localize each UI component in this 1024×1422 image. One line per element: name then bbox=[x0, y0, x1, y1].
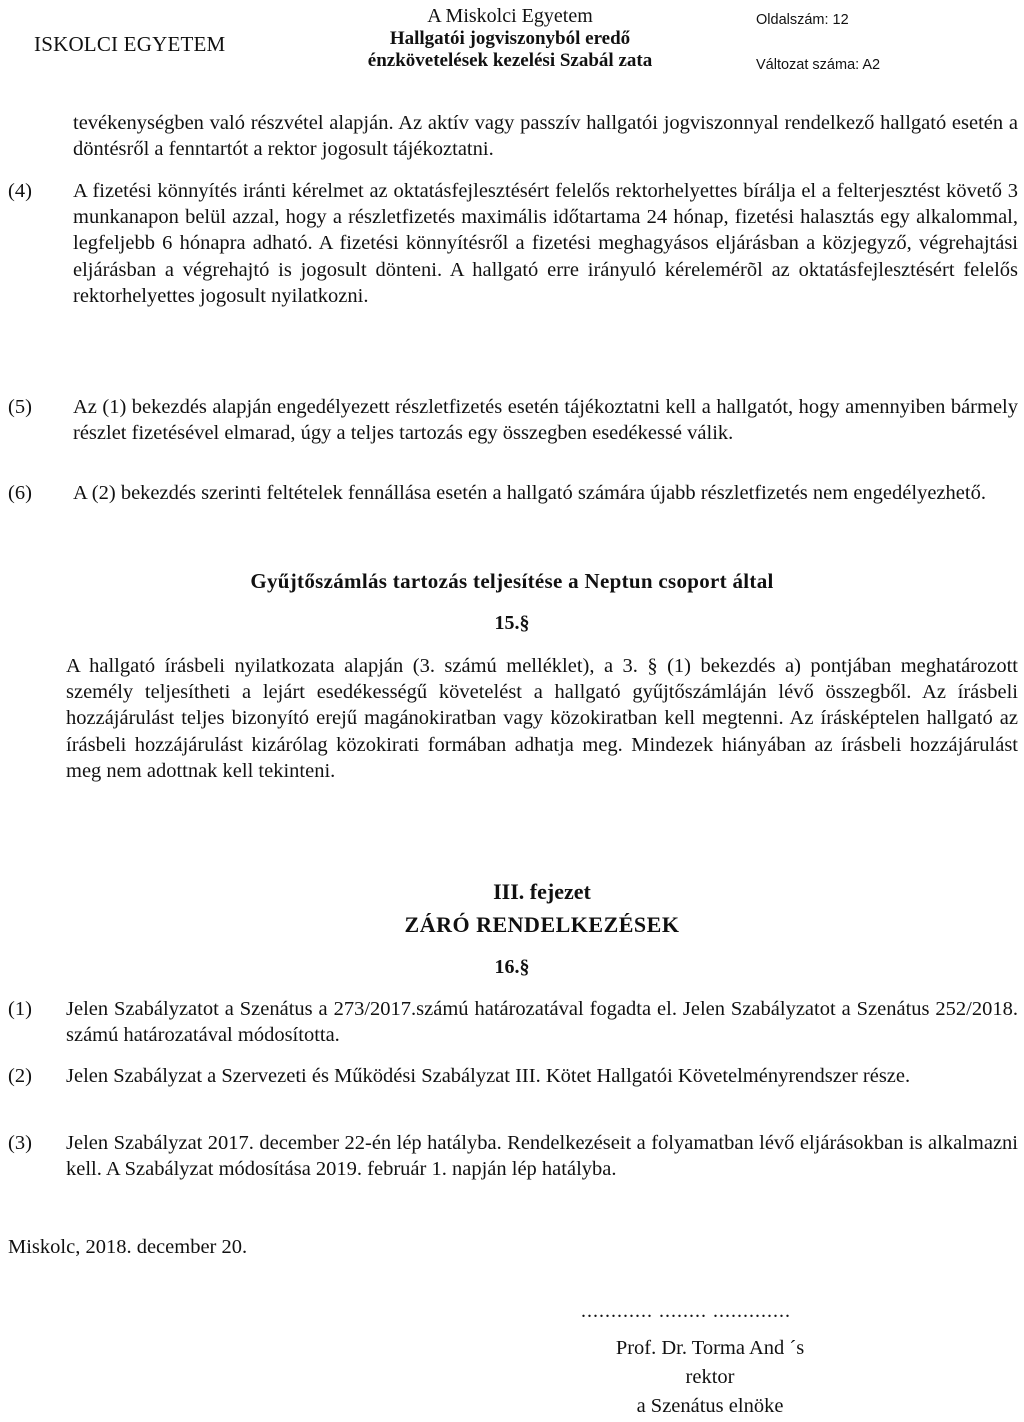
header-title-line2: Hallgatói jogviszonyból eredő bbox=[389, 27, 631, 49]
section-number: 16.§ bbox=[494, 956, 530, 978]
paragraph-text: A (2) bekezdés szerinti feltételek fennállása esetén a hallgató számára újabb részletfizetés nem engedélyezhető. bbox=[73, 482, 986, 504]
section-title: Gyűjtőszámlás tartozás teljesítése a Neptun csoport által bbox=[250, 569, 774, 593]
paragraph-number: (4) bbox=[8, 180, 32, 202]
chapter-number: III. fejezet bbox=[493, 879, 591, 904]
header-title-line1: A Miskolci Egyetem bbox=[427, 5, 593, 27]
signatory-role: rektor bbox=[685, 1366, 735, 1388]
paragraph-text: Jelen Szabályzat 2017. december 22-én lép hatályba. Rendelkezéseit a folyamatban lévő eljárásokban is alkalmazni kell. A Szabályzat módosítása 2019. február 1. napján lép hatályba. bbox=[66, 1132, 1018, 1181]
signature-block bbox=[590, 1334, 830, 1421]
paragraph-text: Jelen Szabályzatot a Szenátus a 273/2017.számú határozatával fogadta el. Jelen Szabályzatot a Szenátus 252/2018. számú határozatával módosította. bbox=[66, 998, 1018, 1047]
paragraph-number: (1) bbox=[8, 998, 32, 1020]
paragraph-number: (2) bbox=[8, 1065, 32, 1087]
paragraph-number: (6) bbox=[8, 482, 32, 504]
section-paragraph: A hallgató írásbeli nyilatkozata alapján (3. számú melléklet), a 3. § (1) bekezdés a) pontjában meghatározott személy teljesítheti a lejárt esedékességű követelést a hallgató gyűjtőszámláján lévő összegből. Az írásbeli hozzájárulást teljes bizonyító erejű magánokiratban vagy közokiratban kell megtenni. Az írásképtelen hallgató az írásbeli hozzájárulást kizárólag közokirati formában adhatja meg. Mindezek hiányában az írásbeli hozzájárulást meg nem adottnak kell tekinteni. bbox=[66, 655, 1018, 782]
paragraph-text: Jelen Szabályzat a Szervezeti és Működési Szabályzat III. Kötet Hallgatói Követelményrendszer része. bbox=[66, 1065, 911, 1087]
intro-paragraph: tevékenységben való részvétel alapján. Az aktív vagy passzív hallgatói jogviszonnyal rendelkező hallgató esetén a döntésről a fenntartót a rektor jogosult tájékoztatni. bbox=[73, 112, 1018, 161]
page-number-label: Oldalszám: 12 bbox=[756, 12, 849, 28]
header-institution: ISKOLCI EGYETEM bbox=[34, 32, 226, 56]
signatory-body: a Szenátus elnöke bbox=[636, 1395, 784, 1417]
header-meta bbox=[756, 9, 880, 76]
section-number: 15.§ bbox=[494, 612, 530, 634]
paragraph-text: Az (1) bekezdés alapján engedélyezett részletfizetés esetén tájékoztatni kell a hallgatót, hogy amennyiben bármely részlet fizetésével elmarad, úgy a teljes tartozás egy összegben esedékessé válik. bbox=[73, 396, 1018, 445]
signature-line: ............ ........ ............. bbox=[581, 1300, 791, 1322]
paragraph-text: A fizetési könnyítés iránti kérelmet az oktatásfejlesztésért felelős rektorhelyettes bírálja el a felterjesztést követő 3 munkanapon belül azzal, hogy a részletfizetés maximális időtartama 24 hónap, fizetési halasztás egy alkalommal, legfeljebb 6 hónapra adható. A fizetési könnyítésről a fizetési meghagyásos eljárásban a közjegyző, végrehajtási eljárásban a végrehajtó is jogosult dönteni. A hallgató erre irányuló kérelemérõl az oktatásfejlesztésért felelős rektorhelyettes jogosult nyilatkozni. bbox=[73, 180, 1018, 307]
chapter-title: ZÁRÓ RENDELKEZÉSEK bbox=[404, 912, 680, 937]
paragraph-number: (3) bbox=[8, 1132, 32, 1154]
place-date: Miskolc, 2018. december 20. bbox=[8, 1236, 248, 1258]
header-title-line3: énzkövetelések kezelési Szabál zata bbox=[367, 50, 653, 71]
version-label: Változat száma: A2 bbox=[756, 57, 881, 73]
header-title bbox=[330, 5, 690, 73]
paragraph-number: (5) bbox=[8, 396, 32, 418]
signatory-name: Prof. Dr. Torma And ´s bbox=[615, 1337, 805, 1359]
